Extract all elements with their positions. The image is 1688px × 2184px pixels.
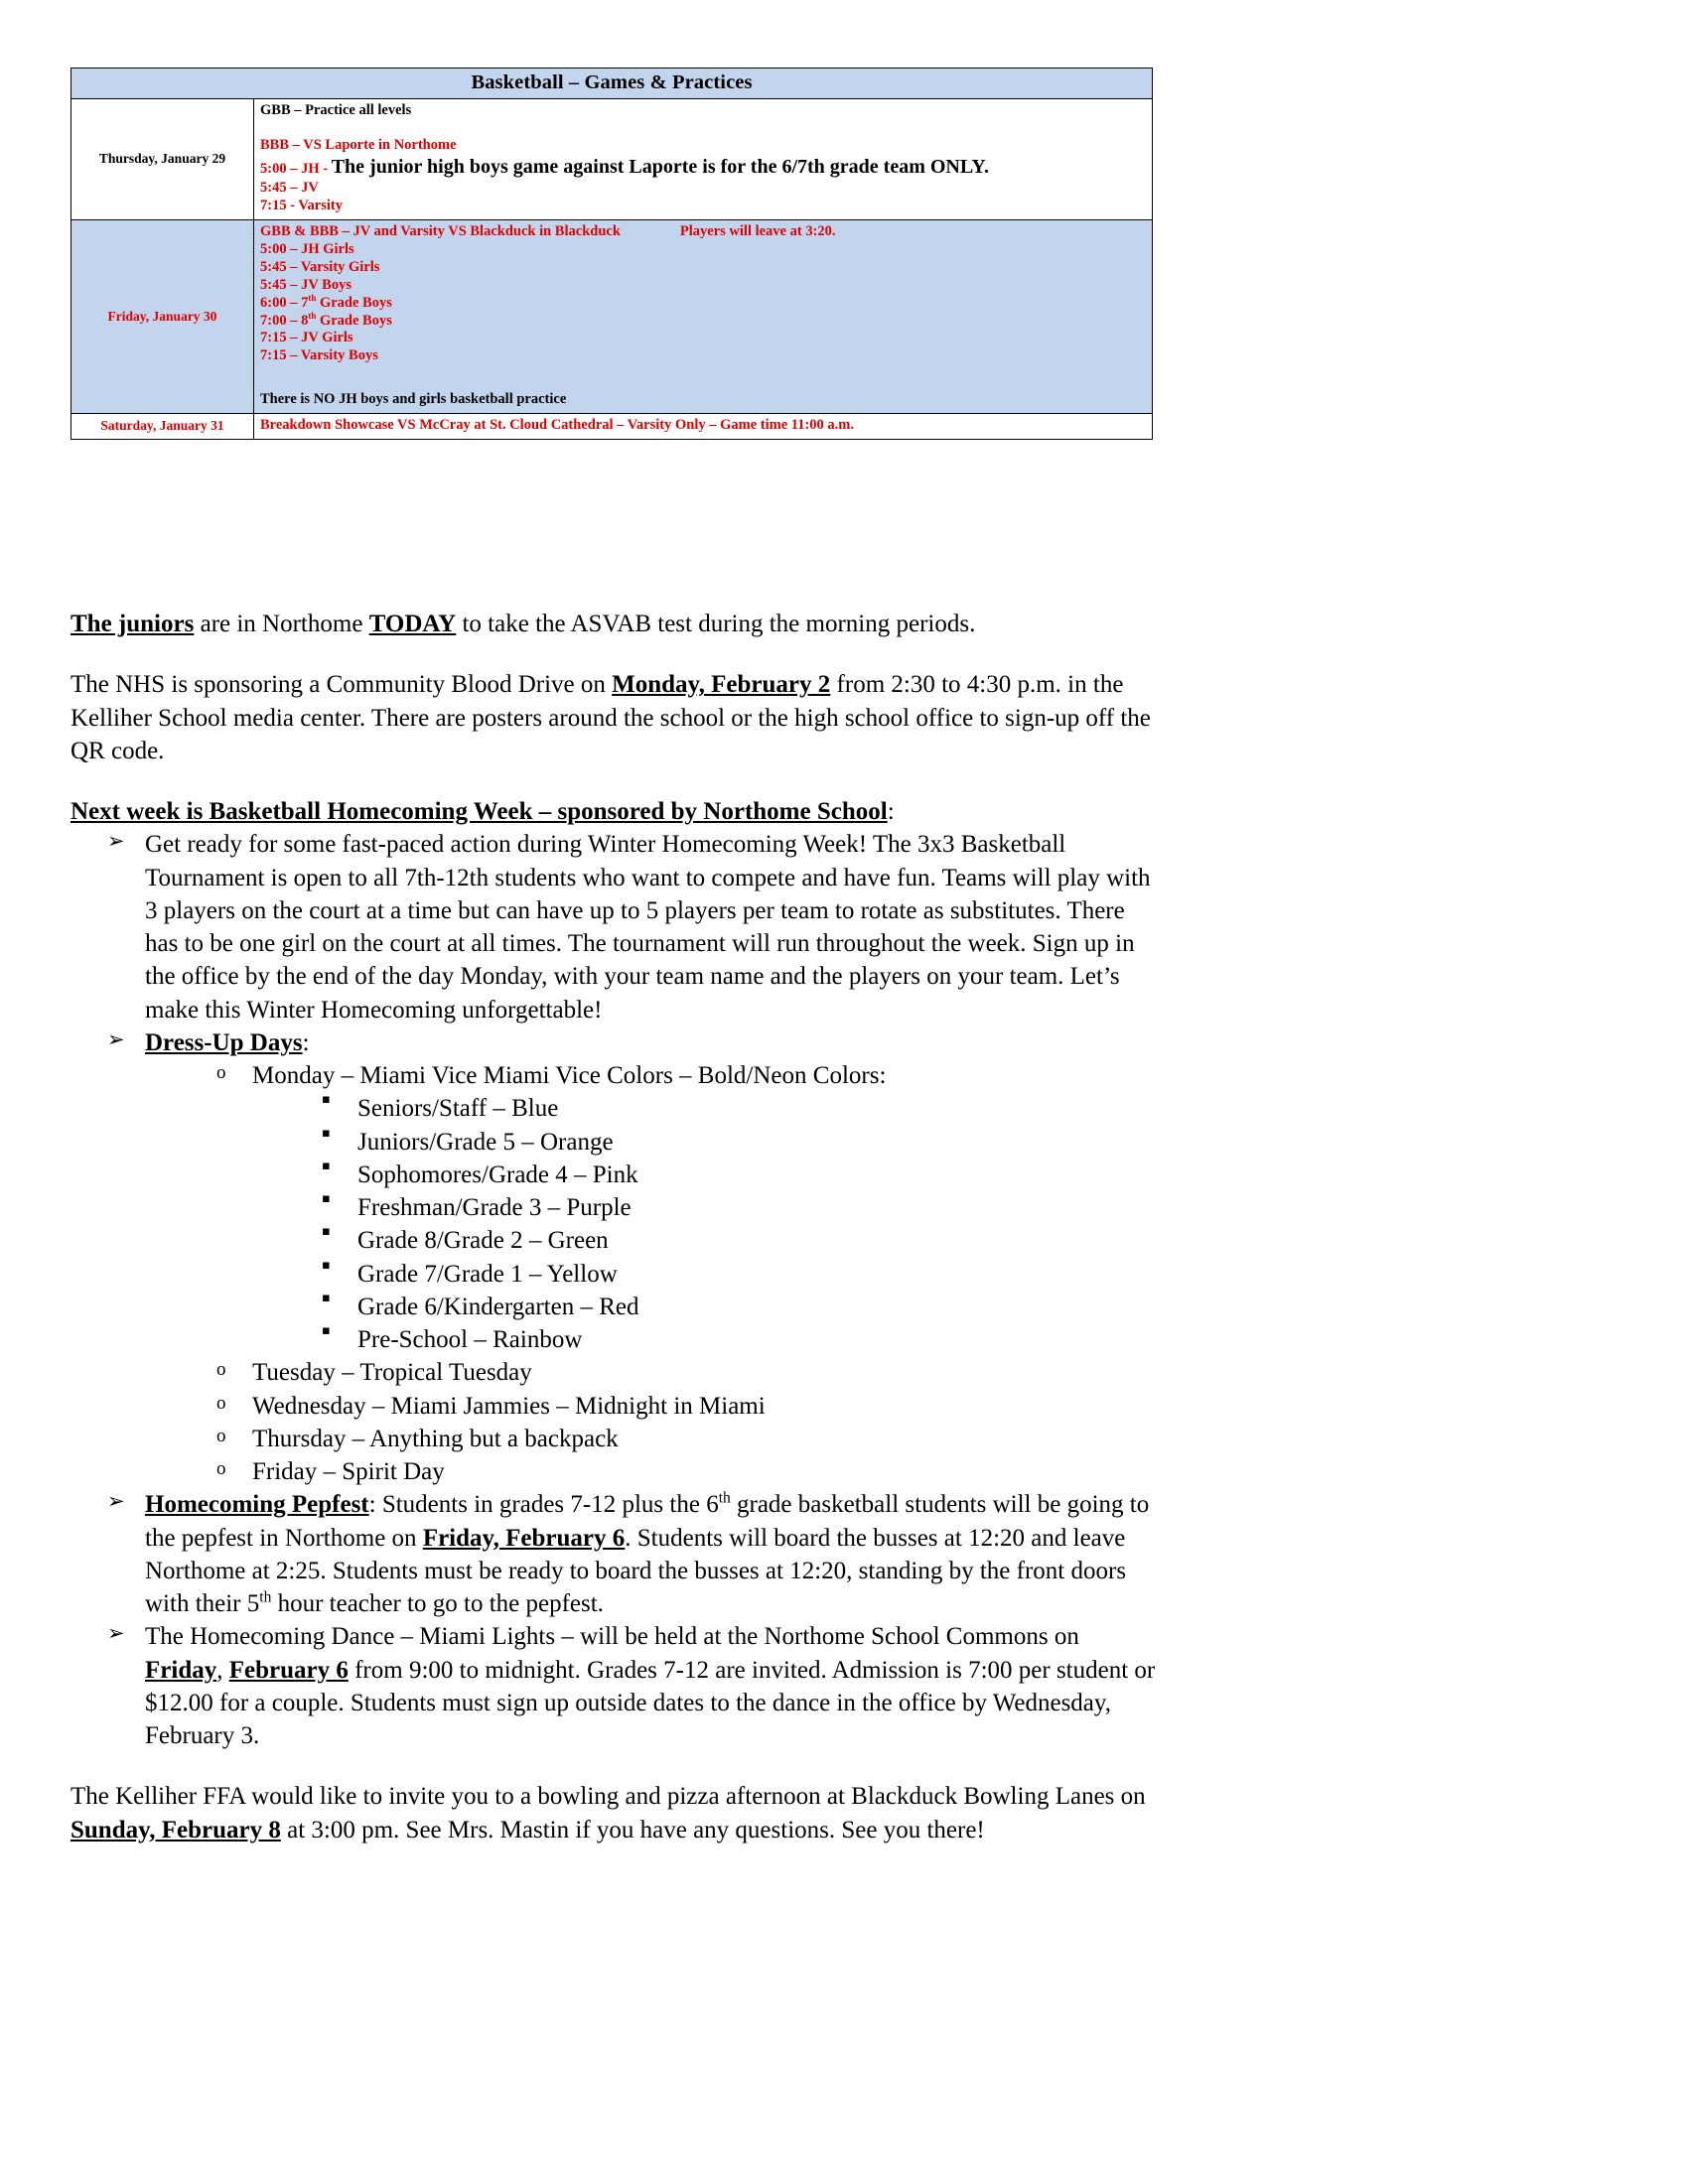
event-jh-time: 5:00 – JH	[260, 160, 320, 177]
dress-up-days-colon: :	[302, 1028, 310, 1056]
schedule-events-friday	[254, 219, 1153, 414]
ffa-date: Sunday, February 8	[70, 1816, 281, 1843]
schedule-row-thursday	[71, 99, 1153, 220]
event-jv-girls: 7:15 – JV Girls	[260, 330, 353, 346]
blood-drive-date: Monday, February 2	[612, 671, 831, 699]
pepfest-sup1: th	[718, 1489, 731, 1507]
event-gbb-practice: GBB – Practice all levels	[260, 102, 412, 118]
square-bullet-icon: ▪	[322, 1290, 331, 1305]
circle-bullet-icon: o	[216, 1392, 226, 1414]
event-blackduck-header	[260, 223, 1146, 241]
square-bullet-icon: ▪	[322, 1257, 331, 1273]
juniors-tail: to take the ASVAB test during the morning periods.	[456, 611, 976, 637]
event-spacer	[260, 120, 1146, 137]
event-8th-base: 7:00 – 8	[260, 312, 309, 329]
list-item-color-grade8	[70, 1224, 1158, 1257]
pepfest-date: Friday, February 6	[422, 1524, 626, 1552]
schedule-row-friday	[71, 219, 1153, 414]
blood-drive-part2: from 2:30 to 4:30 p.m. in the Kelliher School media center. There are posters around the school or the high school office to sign-up off the QR code.	[70, 671, 1151, 764]
pepfest-part3: . Students will board the busses at 12:20 and leave Northome at 2:25. Students must be ready to board the busses at 12:20, standing by the front doors with their 5	[145, 1524, 1127, 1617]
color-seniors-text: Seniors/Staff – Blue	[357, 1095, 559, 1123]
schedule-events-thursday	[254, 99, 1153, 220]
circle-bullet-icon: o	[216, 1359, 226, 1381]
day-wednesday-label: Wednesday – Miami Jammies – Midnight in Miami	[252, 1392, 766, 1420]
homecoming-week-heading-text: Next week is Basketball Homecoming Week – sponsored by Northome School	[70, 798, 888, 825]
dance-part2: from 9:00 to midnight. Grades 7-12 are invited. Admission is 7:00 per student or $12.00 for a couple. Students must sign up outside dates to the dance in the office by Wednesday, February 3.	[145, 1656, 1156, 1749]
event-jv-boys: 5:45 – JV Boys	[260, 276, 352, 293]
event-7th-grade-boys	[260, 292, 1146, 313]
color-grade7-text: Grade 7/Grade 1 – Yellow	[357, 1260, 618, 1288]
list-item-day-thursday	[70, 1423, 1158, 1455]
arrow-bullet-icon: ➢	[107, 1489, 125, 1514]
arrow-bullet-icon: ➢	[107, 1621, 125, 1646]
pepfest-part4: hour teacher to go to the pepfest.	[271, 1590, 604, 1617]
list-item-tournament	[70, 828, 1158, 1026]
pepfest-sup2: th	[259, 1588, 272, 1606]
list-item-color-juniors	[70, 1126, 1158, 1159]
dance-date-friday: Friday	[145, 1656, 217, 1684]
list-item-day-friday	[70, 1455, 1158, 1488]
square-bullet-icon: ▪	[322, 1158, 331, 1173]
list-item-day-monday	[70, 1059, 1158, 1092]
day-friday-label: Friday – Spirit Day	[252, 1458, 445, 1485]
color-grade6-text: Grade 6/Kindergarten – Red	[357, 1293, 639, 1320]
color-preschool-text: Pre-School – Rainbow	[357, 1326, 583, 1353]
list-item-color-grade6	[70, 1291, 1158, 1323]
dance-date-separator: ,	[216, 1656, 229, 1684]
blood-drive-part1: The NHS is sponsoring a Community Blood Drive on	[70, 671, 613, 699]
paragraph-spacer	[70, 640, 1158, 668]
day-monday-label: Monday – Miami Vice Miami Vice Colors – Bold/Neon Colors:	[252, 1062, 887, 1089]
list-item-dress-up-days	[70, 1026, 1158, 1059]
basketball-schedule-table	[70, 68, 1153, 440]
event-8th-grade-boys	[260, 310, 1146, 331]
square-bullet-icon: ▪	[322, 1092, 331, 1108]
list-item-color-freshman	[70, 1191, 1158, 1224]
dress-up-days-label: Dress-Up Days	[145, 1028, 303, 1056]
list-item-color-preschool	[70, 1323, 1158, 1356]
paragraph-spacer	[70, 767, 1158, 795]
list-item-color-grade7	[70, 1258, 1158, 1291]
event-jh-game-note	[260, 155, 1146, 180]
event-7th-sup: th	[308, 292, 317, 303]
list-item-pepfest	[70, 1488, 1158, 1620]
juniors-today: TODAY	[368, 611, 457, 637]
schedule-day-saturday: Saturday, January 31	[71, 414, 254, 440]
pepfest-part2: grade basketball students will be going to the pepfest in Northome on	[145, 1491, 1150, 1552]
event-jh-emphasis: The junior high boys game against Laporte is for the 6/7th grade team ONLY.	[331, 155, 989, 178]
event-bbb-vs-laporte: BBB – VS Laporte in Northome	[260, 136, 457, 153]
announcements-body	[70, 608, 1158, 1846]
schedule-title: Basketball – Games & Practices	[71, 68, 1153, 99]
color-grade8-text: Grade 8/Grade 2 – Green	[357, 1227, 609, 1255]
paragraph-blood-drive	[70, 668, 1158, 767]
color-freshman-text: Freshman/Grade 3 – Purple	[357, 1194, 632, 1221]
paragraph-juniors-asvab	[70, 608, 1158, 640]
schedule-day-friday: Friday, January 30	[71, 219, 254, 414]
ffa-part1: The Kelliher FFA would like to invite you to a bowling and pizza afternoon at Blackduck Bowling Lanes on	[70, 1783, 1146, 1811]
event-blackduck-text: GBB & BBB – JV and Varsity VS Blackduck in Blackduck	[260, 222, 621, 239]
heading-homecoming-week	[70, 795, 1158, 828]
homecoming-week-heading-colon: :	[887, 798, 895, 825]
day-thursday-label: Thursday – Anything but a backpack	[252, 1425, 619, 1452]
list-item-color-sophomores	[70, 1159, 1158, 1191]
list-item-dance	[70, 1620, 1158, 1752]
schedule-title-row	[71, 68, 1153, 99]
square-bullet-icon: ▪	[322, 1323, 331, 1338]
pepfest-part1: : Students in grades 7-12 plus the 6	[368, 1491, 719, 1519]
event-8th-rest: Grade Boys	[316, 312, 392, 329]
list-item-day-tuesday	[70, 1356, 1158, 1389]
event-8th-sup: th	[308, 310, 317, 321]
juniors-lead: The juniors	[70, 611, 195, 637]
dance-part1: The Homecoming Dance – Miami Lights – will be held at the Northome School Commons on	[145, 1623, 1079, 1651]
event-7th-rest: Grade Boys	[316, 294, 392, 311]
circle-bullet-icon: o	[216, 1425, 226, 1446]
square-bullet-icon: ▪	[322, 1191, 331, 1206]
event-jh-dash: -	[319, 160, 332, 177]
paragraph-spacer	[70, 1752, 1158, 1780]
list-item-day-wednesday	[70, 1390, 1158, 1423]
schedule-events-saturday	[254, 414, 1153, 440]
event-varsity-715: 7:15 - Varsity	[260, 197, 343, 213]
event-varsity-girls: 5:45 – Varsity Girls	[260, 258, 380, 275]
tournament-text: Get ready for some fast-paced action during Winter Homecoming Week! The 3x3 Basketball Tournament is open to all 7th-12th students who want to compete and have fun. Teams will play with 3 players on the court at a time but can have up to 5 players per team to rotate as substitutes. There has to be one girl on the court at all times. The tournament will run throughout the week. Sign up in the office by the end of the day Monday, with your team name and the players on your team. Let’s make this Winter Homecoming unforgettable!	[145, 831, 1151, 1024]
day-tuesday-label: Tuesday – Tropical Tuesday	[252, 1359, 532, 1387]
paragraph-ffa-bowling	[70, 1780, 1158, 1846]
juniors-mid: are in Northome	[194, 611, 369, 637]
event-no-jh-practice: There is NO JH boys and girls basketball practice	[260, 391, 567, 408]
event-spacer-friday	[260, 365, 1146, 391]
pepfest-label: Homecoming Pepfest	[145, 1491, 369, 1519]
color-sophomores-text: Sophomores/Grade 4 – Pink	[357, 1160, 638, 1188]
event-jh-girls: 5:00 – JH Girls	[260, 240, 354, 257]
dance-date-february: February 6	[228, 1656, 349, 1684]
square-bullet-icon: ▪	[322, 1125, 331, 1141]
schedule-day-thursday: Thursday, January 29	[71, 99, 254, 220]
schedule-row-saturday	[71, 414, 1153, 440]
circle-bullet-icon: o	[216, 1062, 226, 1083]
event-varsity-boys: 7:15 – Varsity Boys	[260, 347, 378, 364]
event-7th-base: 6:00 – 7	[260, 294, 309, 311]
event-breakdown-showcase: Breakdown Showcase VS McCray at St. Cloud Cathedral – Varsity Only – Game time 11:00 a.m.	[260, 417, 854, 434]
arrow-bullet-icon: ➢	[107, 1026, 125, 1051]
event-jv-545: 5:45 – JV	[260, 179, 319, 196]
ffa-part2: at 3:00 pm. See Mrs. Mastin if you have any questions. See you there!	[280, 1816, 985, 1843]
list-item-color-seniors	[70, 1092, 1158, 1125]
square-bullet-icon: ▪	[322, 1224, 331, 1240]
color-juniors-text: Juniors/Grade 5 – Orange	[357, 1128, 614, 1156]
event-players-leave-note: Players will leave at 3:20.	[679, 222, 836, 239]
circle-bullet-icon: o	[216, 1458, 226, 1479]
arrow-bullet-icon: ➢	[107, 829, 125, 854]
